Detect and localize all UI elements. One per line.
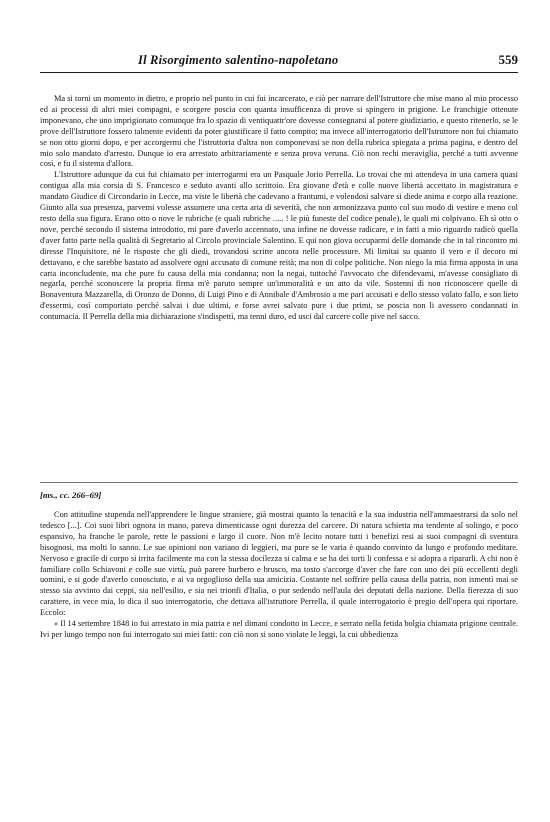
- running-title: Il Risorgimento salentino-napoletano: [138, 53, 339, 67]
- paragraph: « Il 14 settembre 1848 io fui arrestato in mia patria e nel dimani condotto in Lecce, e serrato nella fetida bolgia chiamata prigione centrale. Ivi per lungo tempo non fui interrogato sui miei fatti: con ciò non si sono violate le leggi, la cui ubbedienza: [40, 619, 518, 639]
- paragraph: L'Istruttore adunque da cui fui chiamato per interrogarmi era un Pasquale Jorio Perrella. Lo trovai che mi attendeva in una camera quasi contigua alla mia corsia di S. Francesco e seduto avanti allo scrittoio. Era giovane d'età e colle nuove libertà accettato in magistratura e mandato Giudice di Circondario in Lecce, ma viste le libertà che cadevano a frantumi, e volendosi salvare si diede anima e corpo alla reazione. Giunto alla sua presenza, parvemi volesse assumere una certa aria di severità, che non armonizzava punto col suo modo di vestire e meno col resto della sua figura. Erano otto o nove le rubriche (e quali rubriche ..... ! le più funeste del codice penale), le quali mi colpivano. Eh sì otto o nove, perché secondo il sistema introdotto, mi pare d'averlo accennato, una infine ne dovesse radicare, e in fatti a mio riguardo radicò quella d'aver fatto parte nella qualità di Segretario al Circolo provinciale Salentino. E qui non giova occuparmi delle domande che in tal rincontro mi diresse l'Inquisitore, né le risposte che gli diedi, trovandosi scritte ancora nelle processure. Mi limitai su quanto il vero e il decoro mi dettavano, e che sarebbe bastato ad assolvere ogni accusato di comune reità; ma non di colpe politiche. Non niego la mia firma apposta in una carta inconcludente, ma che pure fu causa della mia condanna; non la negai, tuttoché l'avvocato che difendevami, m'avesse consigliato di negarla, perché sconoscere la propria firma m'è paruto sempre un'immoralità e un atto da vile. Sostenni di non riconoscere quelle di Bonaventura Mazzarella, di Oronzo de Donno, di Luigi Pino e di Annibale d'Ambrosio a me pari accusati e dello stesso volato fallo, e son lieto d'essermi, così comportato perché salvai i due ultimi, e forse avrei salvato pure i due primi, se poscia non li avessero condannati in contumacia. Il Perrella della mia dichiarazione s'indispettì, ma tenni duro, ed usci dal carcere colle pive nel sacco.: [40, 170, 518, 322]
- manuscript-reference: [ms., cc. 266–69]: [40, 490, 102, 500]
- second-text-block: [40, 510, 518, 641]
- main-text-block: [40, 94, 518, 323]
- page-number: 559: [498, 52, 518, 67]
- section-divider: [40, 482, 518, 483]
- paragraph: Ma si torni un momento in dietro, e proprio nel punto in cui fui incarcerato, e ciò per narrare dell'Istruttore che mise mano al mio processo ed ai processi di altri miei compagni, e scorgere poscia con quanta insufficenza di prove si spingero in prigione. Le franchigie ottenute imponevano, che uno imprigionato comunque fra lo spazio di ventiquattr'ore dovesse consegnarsi al potere giudiziario, e questo ritenerlo, se le prove dell'Istruttore fossero talmente evidenti da poter giustificare il fatto compito; ma invece all'interrogatorio dell'Istruttore non fui chiamato se non otto giorni dopo, e per accorgermi che l'istruttoria d'altra non componevasi se non della rubrica spiegata a prima pagina, e dentro del mio solo mandato d'arresto. Dunque io era arrestato arbitrariamente e senza prova veruna. Ciò non rechi meraviglia, perché a tutti avvenne così, e fu il sistema d'allora.: [40, 94, 518, 169]
- page-header: [40, 52, 518, 73]
- paragraph: Con attitudine stupenda nell'apprendere le lingue straniere, già mostrai quanto la tenacità e la sua industria nell'ammaestrarsi da solo nel tedesco [...]. Coi suoi libri ognora in mano, pareva dimenticasse ogni durezza del carcere. Di natura schietta ma tendente al solingo, e poco espansivo, ha franche le parole, rette le passioni e largo il cuore. Non m'è lecito notare tutti i benefizi resi ai suoi compagni di sventura bisognosi, ma molti lo sanno. Le sue opinioni non variano di leggieri, ma pure se le varia è quando convinto da lungo e profondo meditare. Nervoso e gracile di corpo si irrita facilmente ma con la stessa docilezza si calma e se ha dei torti li confessa e si adopra a ripararli. A chi non è familiare collo Schiavoni e colle sue virtù, può parere burbero e brusco, ma tosto s'accorge d'aver che fare con uno dei più eccellenti degli uomini, e si gode d'averlo conosciuto, e ai va orgoglioso della sua amicizia. Costante nel soffrire pella causa della patria, non ismentì mai se stesso sia avvinto dai ceppi, sia nell'esilio, e sia nei trionfi d'Italia, o pur sedendo nell'aula dei deputati della nazione. Della fierezza di suo carattere, in vece mia, lo dica il suo interrogatorio, che dettava all'istruttore Perrella, il quale interrogatorio è pregio dell'opera qui riportare. Eccolo:: [40, 510, 518, 618]
